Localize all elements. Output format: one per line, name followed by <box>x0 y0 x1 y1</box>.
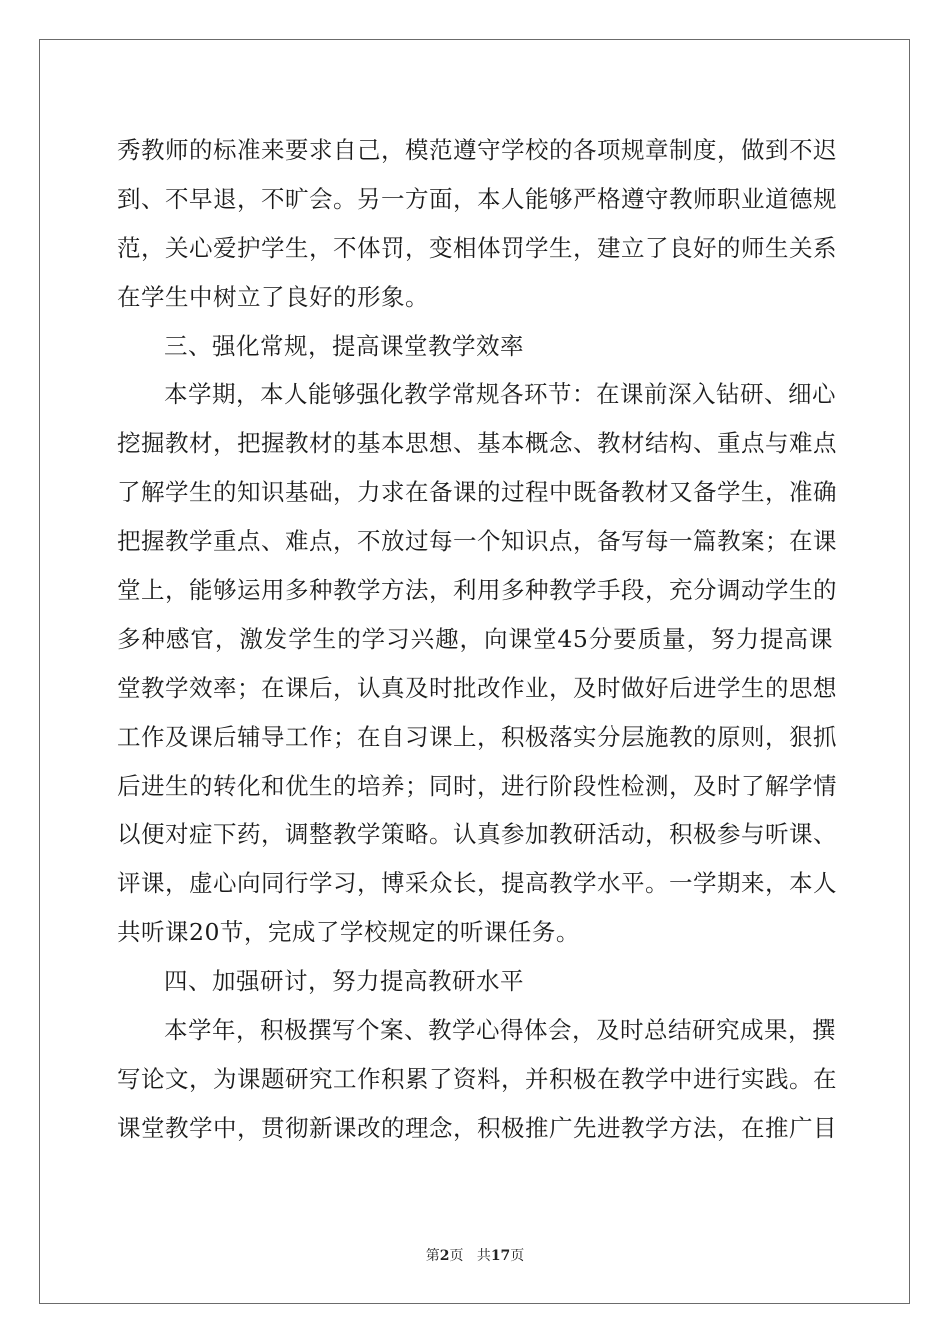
paragraph-line: 把握教学重点、难点，不放过每一个知识点，备写每一篇教案；在课 <box>117 527 837 556</box>
footer-total-suffix: 页 <box>510 1248 525 1264</box>
paragraph-line: 以便对症下药，调整教学策略。认真参加教研活动，积极参与听课、 <box>117 820 837 849</box>
paragraph-line: 本学期，本人能够强化教学常规各环节：在课前深入钻研、细心 <box>164 380 836 409</box>
paragraph-line: 共听课20节，完成了学校规定的听课任务。 <box>117 918 580 947</box>
footer-total-prefix: 共 <box>476 1248 491 1264</box>
paragraph-line: 挖掘教材，把握教材的基本思想、基本概念、教材结构、重点与难点 <box>117 429 837 458</box>
paragraph-line: 堂教学效率；在课后，认真及时批改作业，及时做好后进学生的思想 <box>117 673 837 702</box>
paragraph-line: 课堂教学中，贯彻新课改的理念，积极推广先进教学方法，在推广目 <box>117 1113 837 1142</box>
total-page-count: 17 <box>490 1248 511 1264</box>
paragraph-line: 了解学生的知识基础，力求在备课的过程中既备教材又备学生，准确 <box>117 478 837 507</box>
paragraph-line: 三、强化常规，提高课堂教学效率 <box>164 331 524 360</box>
paragraph-line: 写论文，为课题研究工作积累了资料，并积极在教学中进行实践。在 <box>117 1064 837 1093</box>
paragraph-line: 四、加强研讨，努力提高教研水平 <box>164 967 524 996</box>
footer-page-suffix: 页 <box>449 1248 464 1264</box>
paragraph-line: 到、不早退，不旷会。另一方面，本人能够严格遵守教师职业道德规 <box>117 184 837 213</box>
paragraph-line: 本学年，积极撰写个案、教学心得体会，及时总结研究成果，撰 <box>164 1016 836 1045</box>
paragraph-line: 后进生的转化和优生的培养；同时，进行阶段性检测，及时了解学情 <box>117 771 837 800</box>
paragraph-line: 工作及课后辅导工作；在自习课上，积极落实分层施教的原则，狠抓 <box>117 722 837 751</box>
paragraph-line: 范，关心爱护学生，不体罚，变相体罚学生，建立了良好的师生关系 <box>117 233 837 262</box>
paragraph-line: 在学生中树立了良好的形象。 <box>117 282 429 311</box>
footer-prefix: 第 <box>425 1248 440 1264</box>
paragraph-line: 秀教师的标准来要求自己，模范遵守学校的各项规章制度，做到不迟 <box>117 136 837 164</box>
current-page-number: 2 <box>439 1248 450 1264</box>
paragraph-line: 多种感官，激发学生的学习兴趣，向课堂45分要质量，努力提高课 <box>117 624 833 653</box>
document-body <box>117 126 837 1153</box>
paragraph-line: 评课，虚心向同行学习，博采众长，提高教学水平。一学期来，本人 <box>117 869 837 898</box>
paragraph-line: 堂上，能够运用多种教学方法，利用多种教学手段，充分调动学生的 <box>117 576 837 605</box>
page-footer <box>0 1245 950 1265</box>
